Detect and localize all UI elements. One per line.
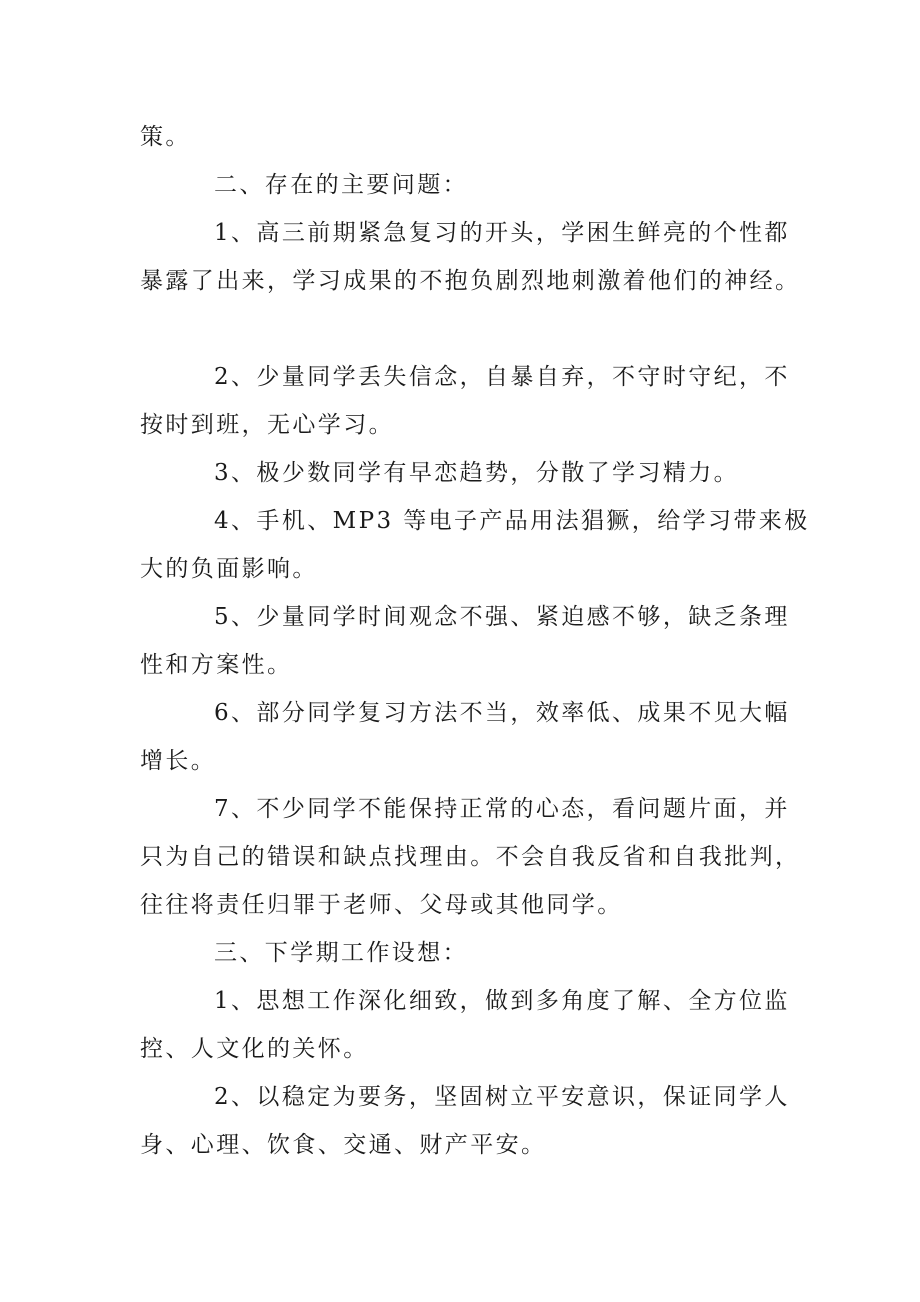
text-line: 控、人文化的关怀。 [140,1036,369,1062]
text-line: 身、心理、饮食、交通、财产平安。 [140,1132,547,1158]
list-item: 6、部分同学复习方法不当，效率低、成果不见大幅 [214,700,790,726]
section-heading: 二、存在的主要问题： [214,172,468,198]
text-line: 往往将责任归罪于老师、父母或其他同学。 [140,892,623,918]
text-line: 增长。 [140,748,217,774]
text-line: 策。 [140,124,191,150]
section-heading: 三、下学期工作设想： [214,940,468,966]
list-item: 3、极少数同学有早恋趋势，分散了学习精力。 [214,460,740,486]
text-line: 只为自己的错误和缺点找理由。不会自我反省和自我批判， [140,844,801,870]
list-item: 1、高三前期紧急复习的开头，学困生鲜亮的个性都 [214,220,790,246]
list-item: 2、以稳定为要务，坚固树立平安意识，保证同学人 [214,1084,790,1110]
list-item: 2、少量同学丢失信念，自暴自弃，不守时守纪，不 [214,364,790,390]
text-line: 暴露了出来，学习成果的不抱负剧烈地刺激着他们的神经。 [140,268,801,294]
list-item: 5、少量同学时间观念不强、紧迫感不够，缺乏条理 [214,604,790,630]
list-item: 1、思想工作深化细致，做到多角度了解、全方位监 [214,988,790,1014]
text-line: 按时到班，无心学习。 [140,412,394,438]
text-line: 大的负面影响。 [140,556,318,582]
list-item: 7、不少同学不能保持正常的心态，看问题片面，并 [214,796,790,822]
text-line: 性和方案性。 [140,652,293,678]
list-item: 4、手机、MP3 等电子产品用法猖獗，给学习带来极 [214,508,810,534]
